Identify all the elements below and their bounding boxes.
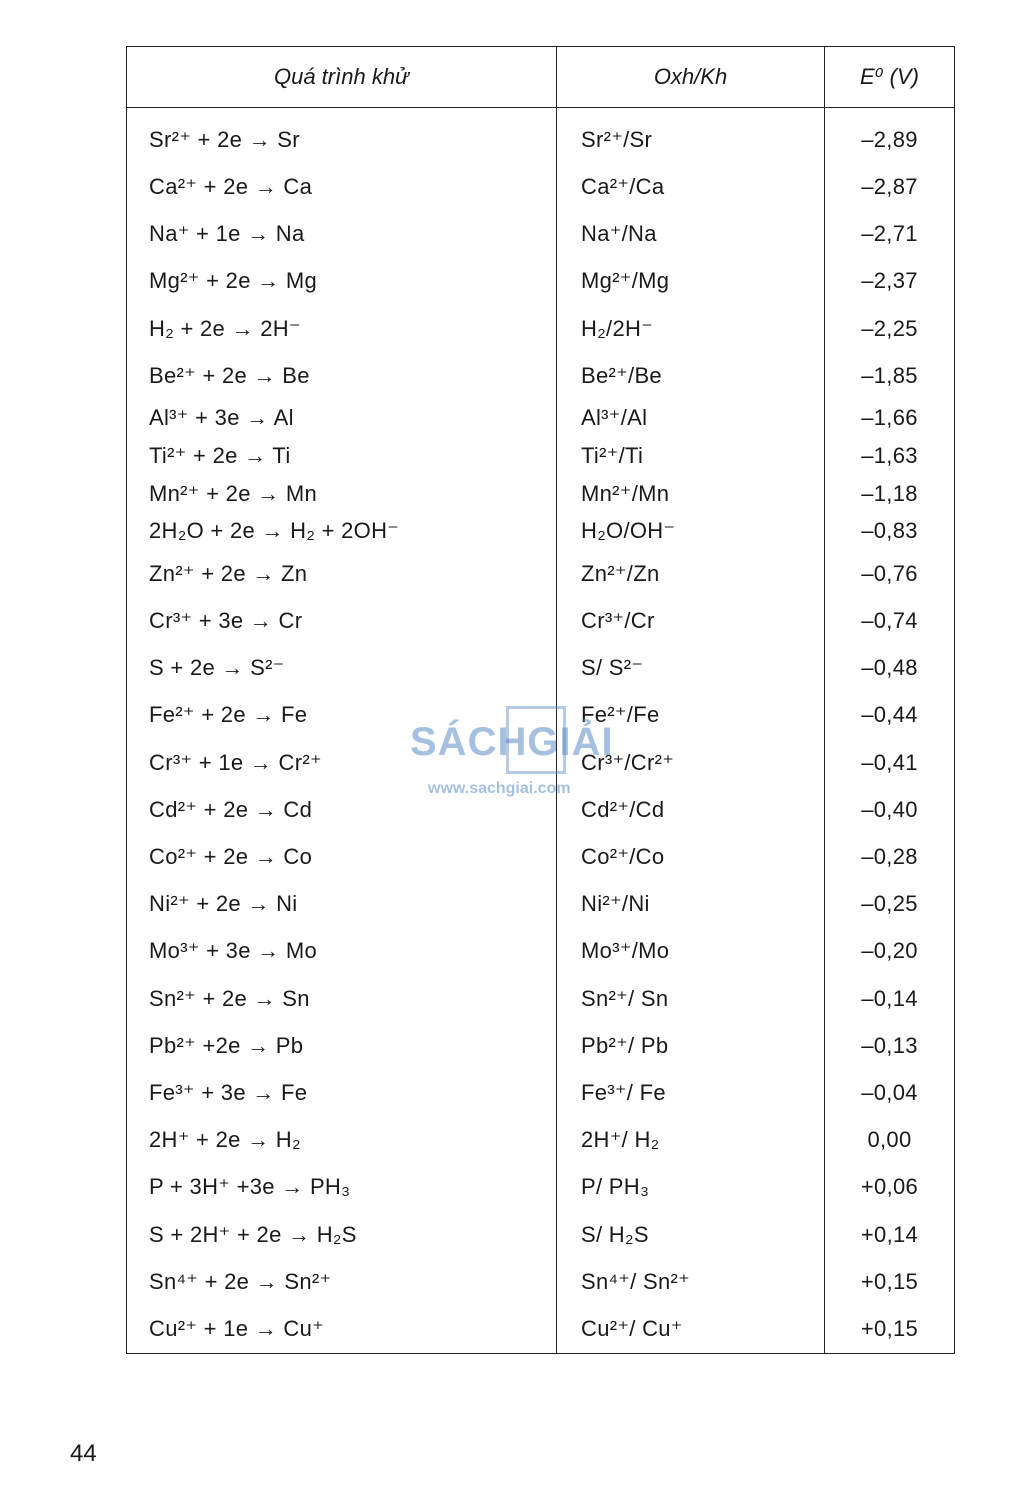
redox-couple-cell: Fe³⁺/ Fe [557, 1069, 825, 1116]
table-row [127, 644, 955, 691]
watermark-url: www.sachgiai.com [428, 780, 571, 797]
redox-couple-cell: Ti²⁺/Ti [557, 437, 825, 475]
reaction-cell: Al³⁺ + 3e → Al [127, 399, 557, 437]
redox-couple-cell: 2H⁺/ H₂ [557, 1117, 825, 1164]
redox-couple-cell: Co²⁺/Co [557, 833, 825, 880]
reaction-cell: Mo³⁺ + 3e → Mo [127, 928, 557, 975]
reaction-cell: Cd²⁺ + 2e → Cd [127, 786, 557, 833]
redox-couple-cell: Sn⁴⁺/ Sn²⁺ [557, 1258, 825, 1305]
reaction-cell: Ca²⁺ + 2e → Ca [127, 163, 557, 210]
reaction-cell: Zn²⁺ + 2e → Zn [127, 550, 557, 597]
potential-cell: –0,40 [825, 786, 955, 833]
header-redox-couple: Oxh/Kh [557, 47, 825, 108]
reaction-cell: Cu²⁺ + 1e → Cu⁺ [127, 1306, 557, 1354]
reaction-cell: 2H₂O + 2e → H₂ + 2OH⁻ [127, 512, 557, 550]
redox-couple-cell: Al³⁺/Al [557, 399, 825, 437]
potential-cell: –1,18 [825, 475, 955, 513]
table-row [127, 352, 955, 399]
potential-cell: –0,13 [825, 1022, 955, 1069]
table-body [127, 108, 955, 1354]
potential-cell: –2,71 [825, 210, 955, 257]
reaction-cell: Na⁺ + 1e → Na [127, 210, 557, 257]
potential-cell: –0,20 [825, 928, 955, 975]
table-row [127, 881, 955, 928]
table-row [127, 1164, 955, 1211]
redox-couple-cell: H₂/2H⁻ [557, 305, 825, 352]
potential-cell: –1,85 [825, 352, 955, 399]
potential-cell: +0,14 [825, 1211, 955, 1258]
potential-cell: –0,76 [825, 550, 955, 597]
potential-cell: –0,74 [825, 597, 955, 644]
page-number: 44 [70, 1440, 97, 1467]
redox-couple-cell: P/ PH₃ [557, 1164, 825, 1211]
reaction-cell: Fe²⁺ + 2e → Fe [127, 692, 557, 739]
table-row [127, 928, 955, 975]
potential-cell: –0,83 [825, 512, 955, 550]
table-row [127, 1022, 955, 1069]
table-row [127, 1069, 955, 1116]
potential-cell: –1,66 [825, 399, 955, 437]
table-row [127, 1117, 955, 1164]
reaction-cell: Fe³⁺ + 3e → Fe [127, 1069, 557, 1116]
table-row [127, 210, 955, 257]
reaction-cell: Cr³⁺ + 3e → Cr [127, 597, 557, 644]
potential-cell: –0,14 [825, 975, 955, 1022]
reaction-cell: S + 2e → S²⁻ [127, 644, 557, 691]
reaction-cell: S + 2H⁺ + 2e → H₂S [127, 1211, 557, 1258]
redox-couple-cell: Ni²⁺/Ni [557, 881, 825, 928]
table-row [127, 475, 955, 513]
header-standard-potential: E⁰ (V) [825, 47, 955, 108]
watermark-logo-text: SÁCHGIẢI [410, 720, 614, 764]
table-row [127, 305, 955, 352]
reaction-cell: Sr²⁺ + 2e → Sr [127, 116, 557, 163]
reaction-cell: Cr³⁺ + 1e → Cr²⁺ [127, 739, 557, 786]
reaction-cell: Co²⁺ + 2e → Co [127, 833, 557, 880]
potential-cell: –2,89 [825, 116, 955, 163]
redox-couple-cell: S/ H₂S [557, 1211, 825, 1258]
reaction-cell: Sn²⁺ + 2e → Sn [127, 975, 557, 1022]
redox-couple-cell: Sn²⁺/ Sn [557, 975, 825, 1022]
table-row [127, 692, 955, 739]
reaction-cell: Ti²⁺ + 2e → Ti [127, 437, 557, 475]
reaction-cell: Mg²⁺ + 2e → Mg [127, 258, 557, 305]
redox-couple-cell: Ca²⁺/Ca [557, 163, 825, 210]
table-row [127, 1211, 955, 1258]
reduction-potential-table [126, 46, 955, 1354]
potential-cell: –0,44 [825, 692, 955, 739]
table-row [127, 975, 955, 1022]
reaction-cell: P + 3H⁺ +3e → PH₃ [127, 1164, 557, 1211]
table-row [127, 1306, 955, 1354]
redox-couple-cell: Cr³⁺/Cr²⁺ [557, 739, 825, 786]
table-row [127, 739, 955, 786]
header-reduction-process: Quá trình khử [127, 47, 557, 108]
reaction-cell: Be²⁺ + 2e → Be [127, 352, 557, 399]
table-row [127, 399, 955, 437]
reaction-cell: Sn⁴⁺ + 2e → Sn²⁺ [127, 1258, 557, 1305]
reduction-potential-table-wrapper [126, 46, 954, 1354]
potential-cell: –0,25 [825, 881, 955, 928]
table-row [127, 550, 955, 597]
table-top-spacer [127, 108, 955, 117]
table-row [127, 597, 955, 644]
reaction-cell: 2H⁺ + 2e → H₂ [127, 1117, 557, 1164]
table-row [127, 437, 955, 475]
table-row [127, 116, 955, 163]
table-row [127, 833, 955, 880]
reaction-cell: Pb²⁺ +2e → Pb [127, 1022, 557, 1069]
potential-cell: –2,37 [825, 258, 955, 305]
table-header-row [127, 47, 955, 108]
potential-cell: –0,28 [825, 833, 955, 880]
potential-cell: +0,06 [825, 1164, 955, 1211]
redox-couple-cell: Cu²⁺/ Cu⁺ [557, 1306, 825, 1354]
potential-cell: –0,48 [825, 644, 955, 691]
potential-cell: –0,04 [825, 1069, 955, 1116]
redox-couple-cell: H₂O/OH⁻ [557, 512, 825, 550]
redox-couple-cell: Na⁺/Na [557, 210, 825, 257]
reaction-cell: Ni²⁺ + 2e → Ni [127, 881, 557, 928]
potential-cell: 0,00 [825, 1117, 955, 1164]
redox-couple-cell: Fe²⁺/Fe [557, 692, 825, 739]
table-row [127, 163, 955, 210]
potential-cell: –1,63 [825, 437, 955, 475]
redox-couple-cell: Pb²⁺/ Pb [557, 1022, 825, 1069]
potential-cell: –0,41 [825, 739, 955, 786]
potential-cell: +0,15 [825, 1306, 955, 1354]
redox-couple-cell: Mo³⁺/Mo [557, 928, 825, 975]
redox-couple-cell: Zn²⁺/Zn [557, 550, 825, 597]
potential-cell: +0,15 [825, 1258, 955, 1305]
redox-couple-cell: Cr³⁺/Cr [557, 597, 825, 644]
redox-couple-cell: Mg²⁺/Mg [557, 258, 825, 305]
potential-cell: –2,87 [825, 163, 955, 210]
redox-couple-cell: Sr²⁺/Sr [557, 116, 825, 163]
potential-cell: –2,25 [825, 305, 955, 352]
redox-couple-cell: Mn²⁺/Mn [557, 475, 825, 513]
table-row [127, 786, 955, 833]
redox-couple-cell: S/ S²⁻ [557, 644, 825, 691]
redox-couple-cell: Cd²⁺/Cd [557, 786, 825, 833]
table-row [127, 512, 955, 550]
table-row [127, 258, 955, 305]
redox-couple-cell: Be²⁺/Be [557, 352, 825, 399]
table-row [127, 1258, 955, 1305]
reaction-cell: Mn²⁺ + 2e → Mn [127, 475, 557, 513]
reaction-cell: H₂ + 2e → 2H⁻ [127, 305, 557, 352]
